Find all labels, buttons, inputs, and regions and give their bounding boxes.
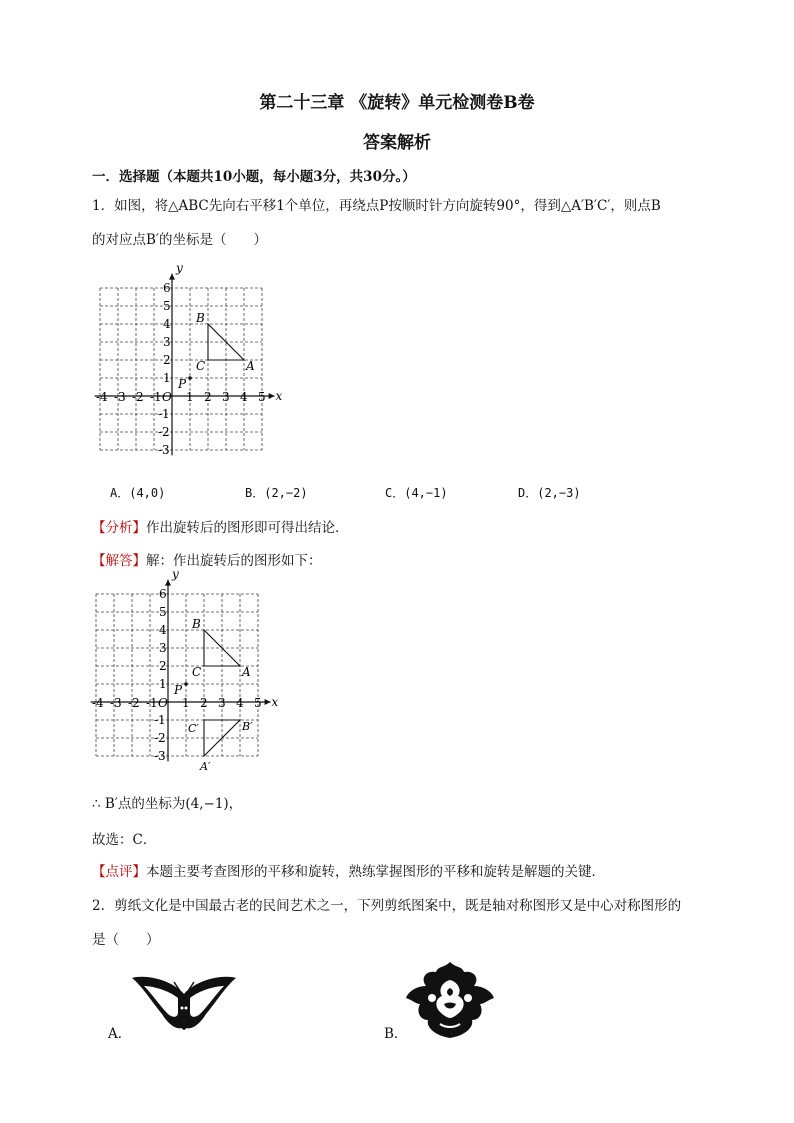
y-axis-label: y bbox=[172, 566, 179, 581]
butterfly-papercut-icon bbox=[128, 968, 240, 1036]
x-tick-label: 2 bbox=[204, 390, 212, 404]
y-tick-label: -3 bbox=[158, 443, 170, 457]
coordinate-grid-solution bbox=[86, 566, 286, 784]
section-heading: 一．选择题（本题共10小题，每小题3分，共30分。） bbox=[92, 169, 416, 185]
ornament-papercut-icon bbox=[404, 958, 496, 1040]
y-tick-label: 3 bbox=[163, 335, 171, 349]
x-tick-label: 5 bbox=[258, 390, 266, 404]
y-axis-arrow bbox=[165, 580, 171, 586]
x-tick-label: -2 bbox=[128, 696, 140, 710]
q2-option-a-label: A． bbox=[108, 1026, 132, 1042]
x-tick-label: -4 bbox=[92, 696, 104, 710]
x-tick-label: -3 bbox=[110, 696, 122, 710]
point-p-label: P bbox=[178, 377, 187, 391]
y-tick-label: -2 bbox=[154, 731, 166, 745]
q1-stem-line1: 1．如图，将△ABC先向右平移1个单位，再绕点P按顺时针方向旋转90°，得到△A′B′C′，则点B bbox=[92, 198, 661, 214]
q1-option-d: D．(2,−3) bbox=[518, 486, 581, 500]
point-c-prime-label: C′ bbox=[188, 722, 199, 735]
q1-answer: 故选：C． bbox=[92, 832, 157, 848]
x-tick-label: -4 bbox=[96, 390, 108, 404]
y-tick-label: 5 bbox=[163, 299, 171, 313]
analysis-text: 作出旋转后的图形即可得出结论． bbox=[146, 520, 349, 536]
y-tick-label: -3 bbox=[154, 749, 166, 763]
y-tick-label: 5 bbox=[159, 605, 167, 619]
x-axis-label: x bbox=[271, 695, 279, 709]
q1-solution bbox=[92, 551, 322, 571]
x-axis-arrow bbox=[269, 393, 275, 399]
y-axis-arrow bbox=[169, 274, 175, 280]
point-b-label: B bbox=[196, 311, 205, 325]
y-tick-label: 2 bbox=[159, 659, 167, 673]
point-b-label: B bbox=[192, 617, 201, 631]
comment-text: 本题主要考查图形的平移和旋转，熟练掌握图形的平移和旋转是解题的关键． bbox=[146, 864, 605, 880]
x-tick-label: -1 bbox=[146, 696, 158, 710]
point-a-label: A bbox=[246, 359, 255, 373]
solution-text: 解：作出旋转后的图形如下： bbox=[146, 553, 322, 569]
origin-label: O bbox=[162, 390, 172, 404]
x-axis-arrow bbox=[265, 699, 271, 705]
q2-stem-line2: 是（ ） bbox=[92, 932, 160, 948]
point-a-prime-label: A′ bbox=[200, 760, 211, 773]
x-tick-label: 1 bbox=[182, 696, 190, 710]
point-p-label: P bbox=[174, 683, 183, 697]
q1-conclusion: ∴ B′点的坐标为(4,−1)， bbox=[92, 796, 243, 812]
q2-stem-line1: 2．剪纸文化是中国最古老的民间艺术之一，下列剪纸图案中，既是轴对称图形又是中心对称图形的 bbox=[92, 898, 682, 914]
q2-option-b-label: B． bbox=[384, 1026, 408, 1042]
point-p bbox=[188, 376, 192, 380]
x-tick-label: -1 bbox=[150, 390, 162, 404]
point-c-label: C bbox=[196, 359, 206, 373]
point-a-label: A bbox=[242, 665, 251, 679]
y-tick-label: 6 bbox=[163, 281, 171, 295]
solution-tag: 【解答】 bbox=[92, 553, 146, 569]
x-tick-label: 5 bbox=[254, 696, 262, 710]
y-tick-label: -1 bbox=[158, 407, 170, 421]
origin-label: O bbox=[158, 696, 168, 710]
x-tick-label: -2 bbox=[132, 390, 144, 404]
y-axis-label: y bbox=[176, 260, 183, 275]
y-tick-label: 1 bbox=[163, 371, 171, 385]
y-tick-label: 4 bbox=[159, 623, 167, 637]
y-tick-label: 2 bbox=[163, 353, 171, 367]
analysis-tag: 【分析】 bbox=[92, 520, 146, 536]
y-tick-label: -1 bbox=[154, 713, 166, 727]
comment-tag: 【点评】 bbox=[92, 864, 146, 880]
y-tick-label: 4 bbox=[163, 317, 171, 331]
x-tick-label: -3 bbox=[114, 390, 126, 404]
y-tick-label: 6 bbox=[159, 587, 167, 601]
q1-option-c: C．(4,−1) bbox=[385, 486, 448, 500]
y-tick-label: 3 bbox=[159, 641, 167, 655]
point-c-label: C bbox=[192, 665, 202, 679]
x-tick-label: 3 bbox=[218, 696, 226, 710]
x-axis-label: x bbox=[275, 389, 283, 403]
x-tick-label: 2 bbox=[200, 696, 208, 710]
y-tick-label: 1 bbox=[159, 677, 167, 691]
point-b-prime-label: B′ bbox=[242, 720, 253, 733]
q1-option-b: B．(2,−2) bbox=[245, 486, 308, 500]
x-tick-label: 4 bbox=[236, 696, 244, 710]
q1-option-a: A．(4,0) bbox=[110, 486, 166, 500]
x-tick-label: 4 bbox=[240, 390, 248, 404]
page-subtitle: 答案解析 bbox=[363, 133, 431, 153]
q1-analysis bbox=[92, 518, 349, 538]
q1-stem-line2: 的对应点B′的坐标是（ ） bbox=[92, 232, 267, 248]
q1-comment bbox=[92, 862, 605, 882]
coordinate-grid-question bbox=[90, 260, 290, 468]
y-tick-label: -2 bbox=[158, 425, 170, 439]
page-title: 第二十三章 《旋转》单元检测卷B卷 bbox=[259, 93, 535, 113]
point-p bbox=[184, 682, 188, 686]
x-tick-label: 1 bbox=[186, 390, 194, 404]
x-tick-label: 3 bbox=[222, 390, 230, 404]
